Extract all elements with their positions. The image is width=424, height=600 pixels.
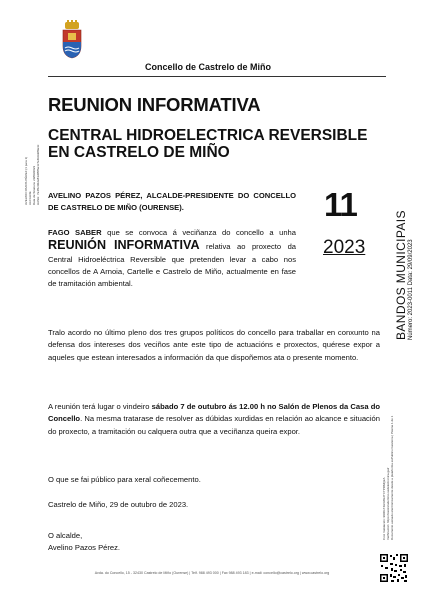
reunion-highlight: REUNIÓN INFORMATIVA — [48, 238, 200, 253]
p3-text-a: A reunión terá lugar o vindeiro — [48, 402, 152, 411]
qr-code[interactable] — [379, 553, 409, 583]
signature-date: Data de Sinatura: 29/09/2023 — [32, 165, 36, 205]
page-title: REUNION INFORMATIVA — [48, 94, 261, 115]
page-subtitle: CENTRAL HIDROELECTRICA REVERSIBLE EN CASTRELO DE MIÑO — [48, 127, 368, 161]
fago-saber: FAGO SABER — [48, 228, 102, 237]
paragraph-agreement: Tralo acordo no último pleno dos tres grupos políticos do concello para traballar en conxunto na defensa dos intereses dos veciños ante este tipo de actuacións e proxectos, quérese expor a aqueles que estean interesados a información da que dispoñemos ata o presente momento. — [48, 328, 380, 362]
paragraph-convocation — [48, 227, 296, 290]
validation-code: Cód. Validación: 9KRGT4H6W3JTXYPRMQ2A — [382, 477, 386, 540]
paragraph-public: O que se fai público para xeral coñecemento. — [48, 475, 201, 484]
signer-line: AVELINO PAZOS PÉREZ (1 para 1) — [24, 156, 28, 205]
signoff: O alcalde, — [48, 531, 83, 540]
signature-block — [48, 530, 380, 555]
paragraph-meeting — [48, 401, 380, 438]
p1-text-b: relativa ao proxecto da Central Hidroeléctrica Reversible que pretenden levar a cabo nos concellos de A Arnoia, Cartelle e Castrelo de Miño, actualmente en fase de tramitación ambiental. — [48, 242, 297, 289]
meeting-time-place: sábado 7 de outubro ás 12.00 h no Salón de Plenos da Casa do Concello — [48, 402, 380, 424]
verification-url[interactable]: Verificación: https://castrelodemino.sedelectronica.gal/ — [386, 467, 390, 540]
bandos-label: BANDOS MUNICIPAIS — [394, 210, 408, 340]
bando-number-date: Número: 2023-0011 Data: 29/09/2023 — [408, 239, 414, 340]
bando-year: 2023 — [323, 237, 366, 258]
date-line: Castrelo de Miño, 29 de outubro de 2023. — [48, 500, 189, 509]
institution-name: Concello de Castrelo de Miño — [145, 62, 272, 72]
footer-address: Avda. do Concello, 15 - 32430 Castrelo de Miño (Ourense) | Telf. 988 493 000 | Fax 988 493 183 | e-mail: concello@castrelo.org | www.castrelo.org — [94, 571, 330, 575]
signer-name: Avelino Pazos Pérez. — [48, 543, 121, 553]
author-text: AVELINO PAZOS PÉREZ, ALCALDE-PRESIDENTE DO CONCELLO DE CASTRELO DE MIÑO (OURENSE). — [48, 191, 296, 213]
p3-text-b: . Na mesma tratarase de resolver as dúbidas xurdidas en relación ao alcance e situación do proxecto, a tramitación ou calquera outra que a veciñanza queira expor. — [48, 414, 380, 436]
header-divider — [48, 76, 386, 77]
author-line — [48, 190, 296, 215]
signer-role: ALCALDE — [28, 191, 32, 205]
bando-number: 11 — [324, 186, 357, 223]
platform-note: Documento asinado electrónicamente desde a plataforma esPublico Gestiona | Páxina 1 de 1 — [390, 415, 394, 540]
signature-hash: HASH: 7a4f1c9b2e83d05f6a1c7e4b9d2f0a3c — [36, 144, 40, 205]
coat-of-arms-logo — [60, 20, 84, 60]
p1-text-a: que se convoca á veciñanza do concello a unha — [101, 228, 296, 237]
